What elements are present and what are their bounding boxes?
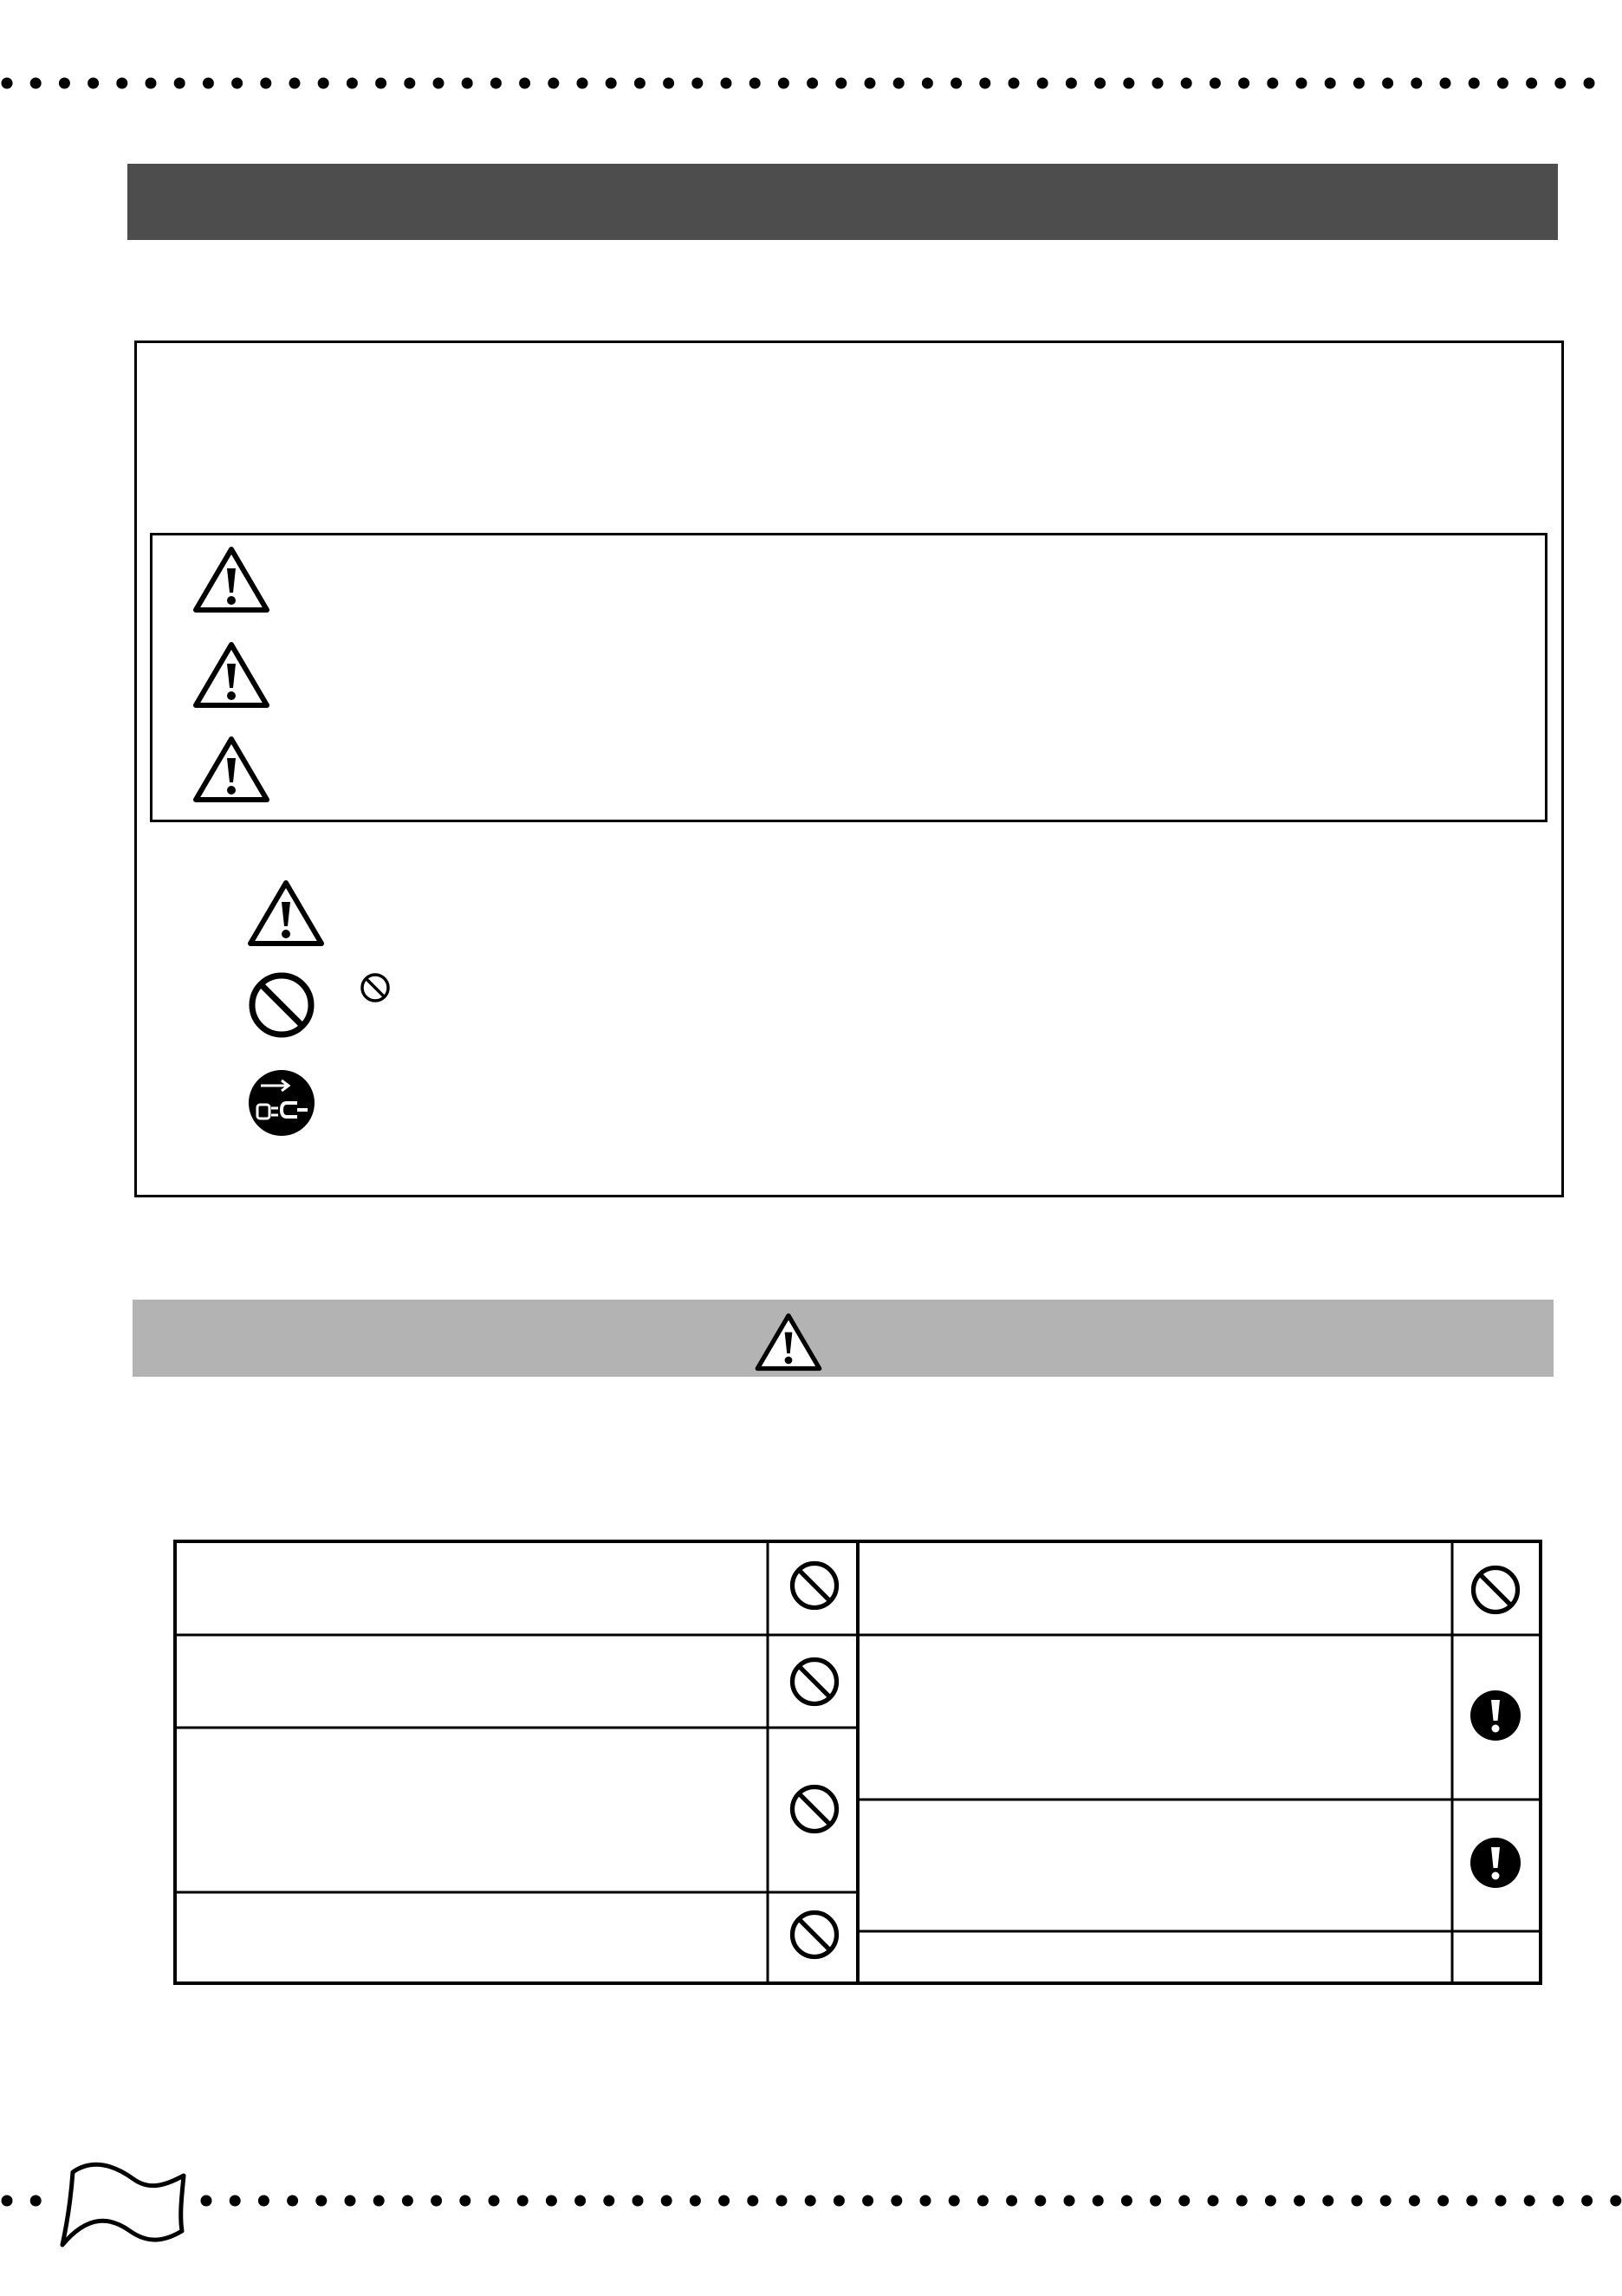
border-dot xyxy=(634,78,646,89)
border-dot xyxy=(1469,78,1480,89)
border-dot xyxy=(315,2195,327,2207)
border-dot xyxy=(979,78,990,89)
border-dot xyxy=(1267,78,1278,89)
border-dot xyxy=(922,78,933,89)
border-dot xyxy=(1526,78,1537,89)
border-dot xyxy=(1238,78,1249,89)
border-dot xyxy=(691,78,703,89)
border-dot xyxy=(30,78,42,89)
border-dot xyxy=(1466,2195,1477,2207)
prohibition-icon xyxy=(788,1783,840,1835)
border-dot xyxy=(1037,78,1048,89)
border-dot xyxy=(203,78,214,89)
border-dot xyxy=(690,2195,701,2207)
border-dot xyxy=(949,2195,960,2207)
border-dot xyxy=(404,78,415,89)
mandatory-action-icon xyxy=(1470,1837,1521,1889)
border-dot xyxy=(633,2195,644,2207)
border-dot xyxy=(1064,2195,1075,2207)
prohibition-icon xyxy=(1470,1564,1521,1616)
prohibition-icon xyxy=(788,1909,840,1961)
warning-triangle-icon xyxy=(192,546,270,613)
border-dot xyxy=(116,78,127,89)
warning-triangle-icon xyxy=(754,1313,823,1372)
border-dot xyxy=(88,78,99,89)
border-dot xyxy=(548,78,559,89)
border-dot xyxy=(174,78,185,89)
bottom-dotted-border xyxy=(0,2192,1622,2209)
border-dot xyxy=(1123,78,1134,89)
top-dotted-border xyxy=(0,75,1622,92)
border-dot xyxy=(891,2195,902,2207)
border-dot xyxy=(1093,2195,1104,2207)
border-dot xyxy=(459,2195,470,2207)
border-dot xyxy=(287,2195,298,2207)
unplug-icon xyxy=(247,1068,316,1138)
border-dot xyxy=(1322,2195,1333,2207)
border-dot xyxy=(661,2195,672,2207)
border-dot xyxy=(1035,2195,1046,2207)
border-dot xyxy=(258,2195,269,2207)
border-dot xyxy=(402,2195,413,2207)
border-dot xyxy=(519,78,530,89)
prohibition-icon xyxy=(247,970,316,1040)
border-dot xyxy=(1094,78,1106,89)
border-dot xyxy=(489,2195,500,2207)
border-dot xyxy=(1553,2195,1564,2207)
border-dot xyxy=(1581,2195,1593,2207)
border-dot xyxy=(260,78,271,89)
border-dot xyxy=(718,2195,730,2207)
border-dot xyxy=(318,78,329,89)
border-dot xyxy=(201,2195,212,2207)
border-dot xyxy=(862,2195,873,2207)
border-dot xyxy=(1009,78,1020,89)
warning-triangle-icon xyxy=(192,641,270,709)
border-dot xyxy=(546,2195,557,2207)
border-dot xyxy=(1497,78,1508,89)
section-title-bar xyxy=(127,164,1558,240)
prohibition-icon xyxy=(788,1656,840,1708)
border-dot xyxy=(1353,78,1365,89)
border-dot xyxy=(1584,78,1595,89)
border-dot xyxy=(603,2195,614,2207)
border-dot xyxy=(893,78,905,89)
border-dot xyxy=(574,2195,586,2207)
border-dot xyxy=(1382,78,1393,89)
warning-triangle-icon xyxy=(192,736,270,803)
border-dot xyxy=(1325,78,1336,89)
border-dot xyxy=(663,78,674,89)
border-dot xyxy=(2,78,13,89)
border-dot xyxy=(1181,78,1192,89)
border-dot xyxy=(1152,78,1164,89)
warnings-table xyxy=(173,1540,1542,1985)
border-dot xyxy=(577,78,588,89)
border-dot xyxy=(834,2195,845,2207)
border-dot xyxy=(375,78,386,89)
border-dot xyxy=(1296,78,1307,89)
border-dot xyxy=(347,78,358,89)
border-dot xyxy=(517,2195,529,2207)
border-dot xyxy=(1352,2195,1363,2207)
border-dot xyxy=(865,78,876,89)
border-dot xyxy=(1495,2195,1507,2207)
border-dot xyxy=(778,78,789,89)
mandatory-action-icon xyxy=(1470,1690,1521,1741)
border-dot xyxy=(776,2195,788,2207)
border-dot xyxy=(146,78,157,89)
border-dot xyxy=(950,78,962,89)
border-dot xyxy=(920,2195,931,2207)
border-dot xyxy=(805,2195,816,2207)
border-dot xyxy=(807,78,818,89)
border-dot xyxy=(1006,2195,1017,2207)
border-dot xyxy=(1294,2195,1305,2207)
hazard-levels-box xyxy=(150,533,1547,822)
border-dot xyxy=(977,2195,989,2207)
border-dot xyxy=(749,78,761,89)
border-dot xyxy=(1554,78,1566,89)
border-dot xyxy=(1236,2195,1248,2207)
border-dot xyxy=(1265,2195,1276,2207)
border-dot xyxy=(1380,2195,1392,2207)
border-dot xyxy=(373,2195,385,2207)
border-dot xyxy=(721,78,732,89)
border-dot xyxy=(2,2195,13,2207)
border-dot xyxy=(1440,78,1451,89)
border-dot xyxy=(1610,2195,1621,2207)
border-dot xyxy=(1524,2195,1535,2207)
border-dot xyxy=(1121,2195,1132,2207)
border-dot xyxy=(490,78,502,89)
border-dot xyxy=(433,78,444,89)
border-dot xyxy=(289,78,301,89)
border-dot xyxy=(231,78,243,89)
border-dot xyxy=(431,2195,442,2207)
border-dot xyxy=(462,78,473,89)
border-dot xyxy=(59,78,70,89)
border-dot xyxy=(345,2195,356,2207)
border-dot xyxy=(230,2195,241,2207)
border-dot xyxy=(747,2195,758,2207)
border-dot xyxy=(1066,78,1077,89)
prohibition-icon xyxy=(788,1560,840,1612)
caution-triangle-icon xyxy=(247,879,325,947)
border-dot xyxy=(1150,2195,1161,2207)
border-dot xyxy=(1411,78,1422,89)
border-dot xyxy=(606,78,617,89)
border-dot xyxy=(1210,78,1221,89)
border-dot xyxy=(30,2195,42,2207)
border-dot xyxy=(1409,2195,1420,2207)
border-dot xyxy=(1178,2195,1190,2207)
border-dot xyxy=(1208,2195,1219,2207)
warning-header-bar xyxy=(133,1300,1554,1377)
page-number-flag-icon xyxy=(54,2160,192,2255)
small-prohibition-icon xyxy=(359,971,392,1004)
border-dot xyxy=(835,78,847,89)
border-dot xyxy=(1437,2195,1449,2207)
